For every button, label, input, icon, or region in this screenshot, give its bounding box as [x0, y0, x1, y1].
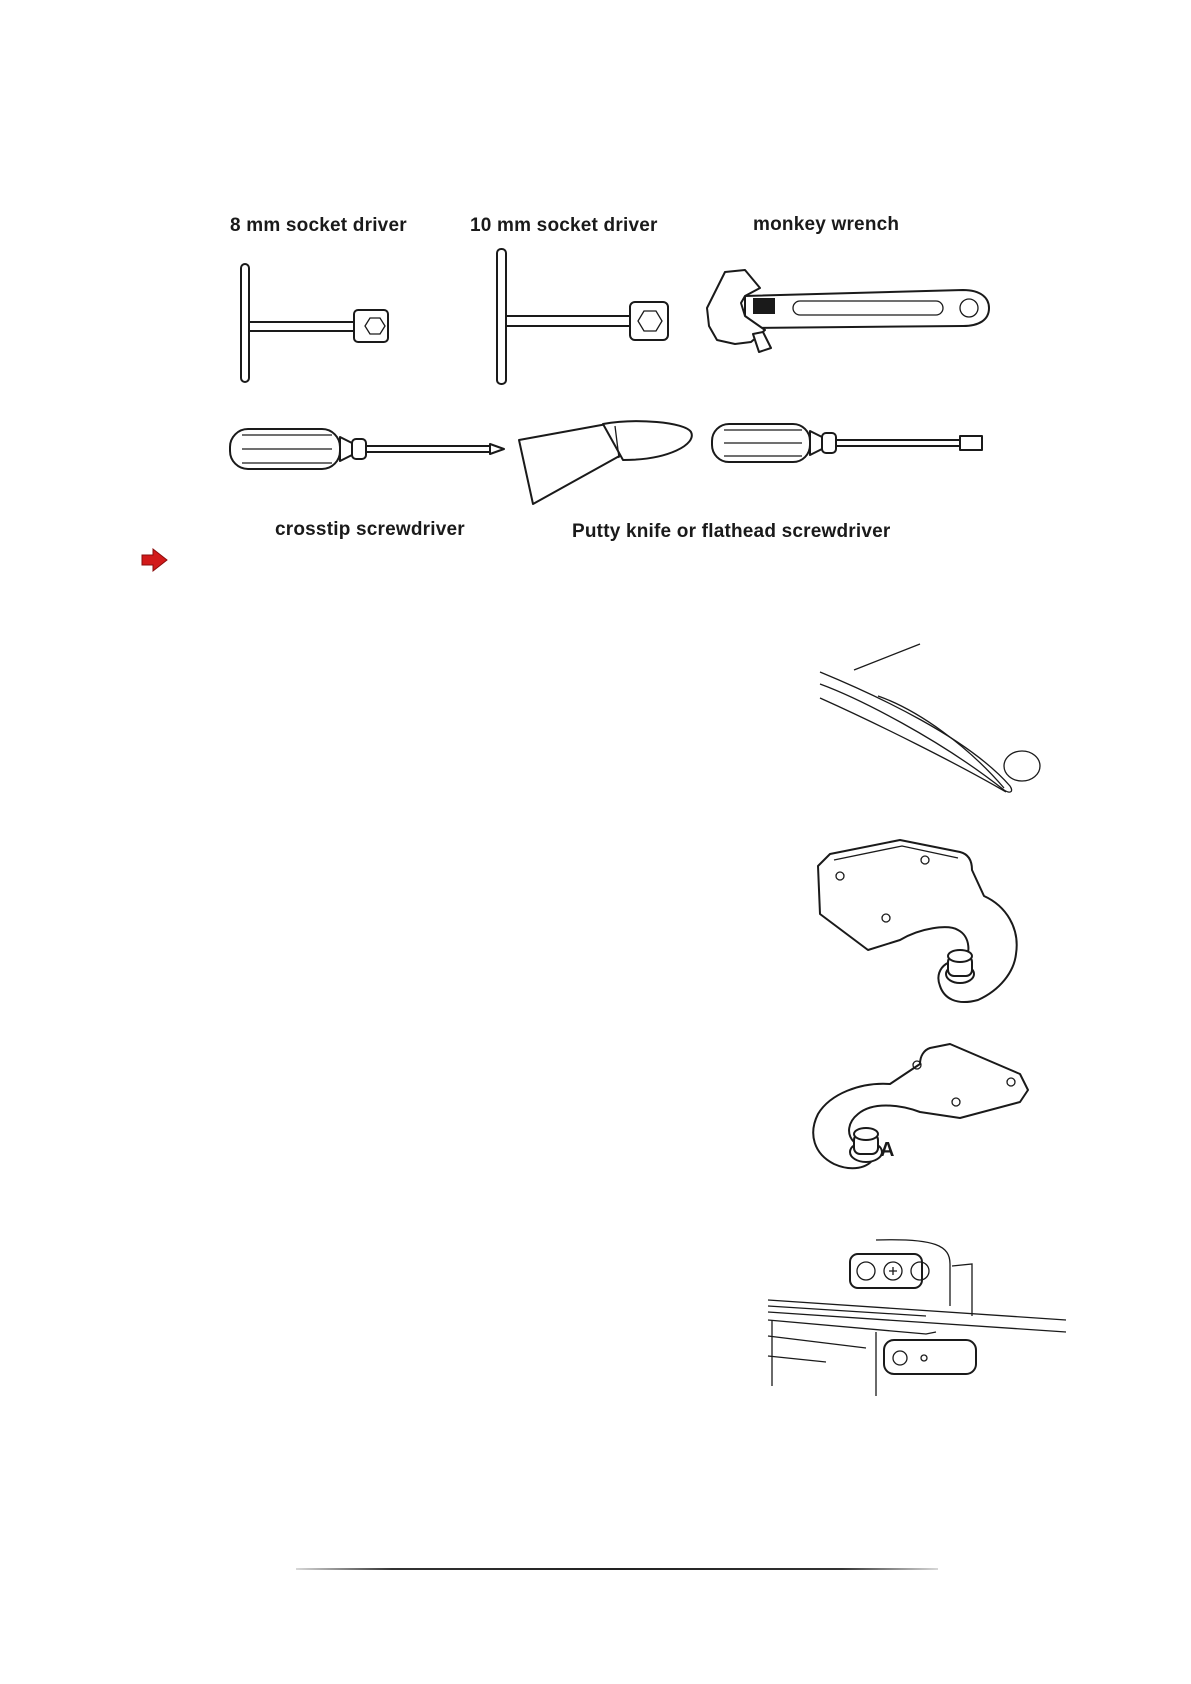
hinge-pin-label-a: A: [880, 1139, 895, 1161]
monkey-wrench-label: monkey wrench: [753, 214, 900, 235]
flathead-screwdriver-icon: [710, 420, 990, 480]
hinge-plate-illustration: [810, 836, 1050, 1016]
door-hinge-section-illustration: [766, 1236, 1066, 1416]
socket-driver-10mm-label: 10 mm socket driver: [470, 215, 658, 236]
crosstip-screwdriver-icon: [228, 425, 508, 485]
socket-driver-8mm-label: 8 mm socket driver: [230, 215, 407, 236]
putty-knife-label: Putty knife or flathead screwdriver: [572, 521, 891, 542]
socket-driver-10mm-icon: [494, 247, 694, 377]
footer-rule: [296, 1568, 938, 1570]
socket-driver-8mm-icon: [232, 262, 412, 392]
hinge-plate-a-illustration: [790, 1042, 1050, 1212]
crosstip-screwdriver-label: crosstip screwdriver: [275, 519, 465, 540]
putty-knife-icon: [515, 420, 700, 510]
red-arrow-icon: [141, 548, 169, 572]
screwdriver-tip-illustration: [818, 642, 1058, 812]
monkey-wrench-icon: [705, 268, 995, 368]
